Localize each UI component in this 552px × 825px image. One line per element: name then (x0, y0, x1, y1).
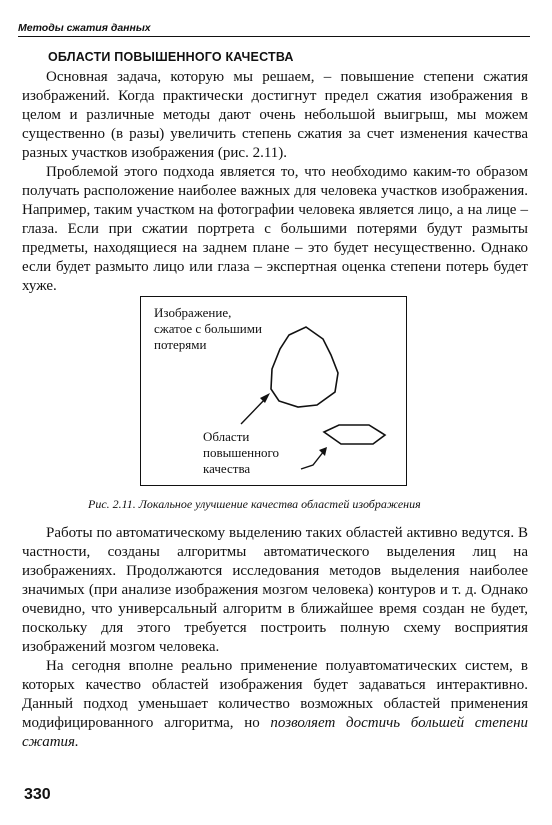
small-region-shape (324, 425, 385, 444)
figure-label-compressed: Изображение, сжатое с большими потерями (154, 305, 262, 352)
paragraph-4-regular: На сегодня вполне реально применение полуавтоматических систем, в которых качество областей изображения будет задаваться интерактивно. Данный подход уменьшает количество возможных областей применения модифицированного алгоритма, но (22, 658, 528, 731)
paragraph-1: Основная задача, которую мы решаем, – повышение степени сжатия изображений. Когда практически достигнут предел сжатия изображения в целом и различные методы дают очень небольшой выигрыш, мы можем существенно (в разы) увеличить степень сжатия за счет изменения качества разных участков изображения (рис. 2.11). (22, 69, 528, 161)
paragraph-3: Работы по автоматическому выделению таких областей активно ведутся. В частности, созданы алгоритмы автоматического выделения лиц на изображениях. Продолжаются исследования методов выделения наиболее значимых (при анализе изображения мозгом человека) контуров и т. д. Однако очевидно, что универсальный алгоритм в ближайшее время создан не будет, поскольку для этого требуется построить полную схему восприятия изображений мозгом человека. (22, 525, 528, 655)
figure-2-11 (140, 296, 407, 486)
figure-caption: Рис. 2.11. Локальное улучшение качества областей изображения (88, 497, 421, 511)
figure-label-regions: Области повышенного качества (203, 429, 280, 476)
arrowhead-small (319, 447, 327, 456)
running-head: Методы сжатия данных (18, 22, 530, 37)
paragraph-2: Проблемой этого подхода является то, что необходимо каким-то образом получать расположение наиболее важных для человека участков изображения. Например, таким участком на фотографии человека является лицо, а на лице – глаза. Если при сжатии портрета с большими потерями будут размыты предметы, находящиеся на заднем плане – это будет несущественно. Однако если будет размыто лицо или глаза – экспертная оценка степени потерь будет хуже. (22, 164, 528, 294)
paragraph-4-italic: позволяет достичь большей степени сжатия. (22, 715, 529, 750)
arrow-to-small-region (301, 451, 324, 469)
arrowhead-large (260, 393, 270, 403)
paragraph-4 (22, 657, 528, 752)
section-title: ОБЛАСТИ ПОВЫШЕННОГО КАЧЕСТВА (48, 50, 294, 64)
large-region-shape (271, 327, 338, 407)
page-number: 330 (24, 786, 51, 803)
